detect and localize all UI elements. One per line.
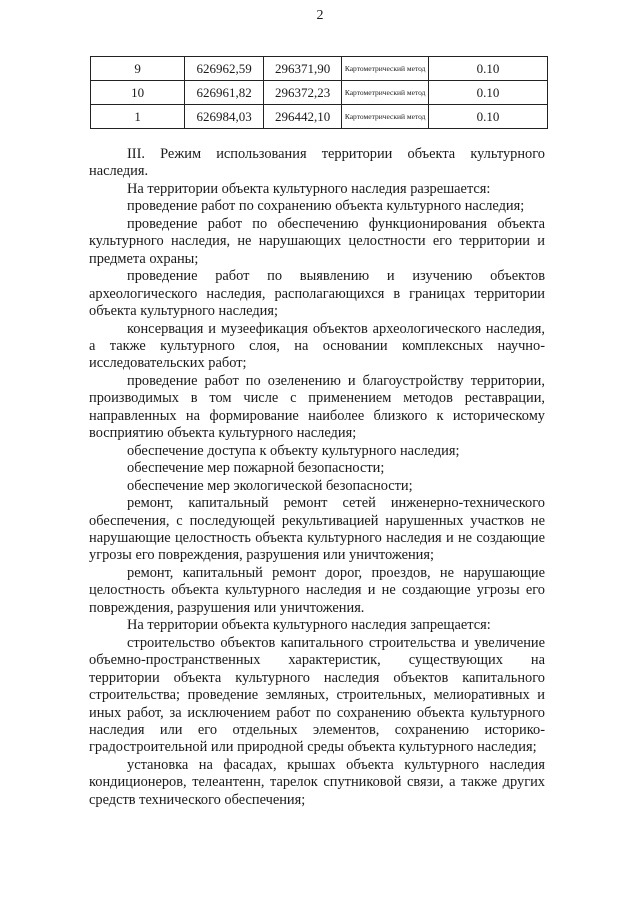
page-number: 2 xyxy=(316,8,324,23)
paragraph: обеспечение доступа к объекту культурного наследия; xyxy=(127,442,460,459)
y-coordinate-cell: 296372,23 xyxy=(263,81,342,105)
table-row xyxy=(91,105,548,129)
table-row xyxy=(91,57,548,81)
paragraph: На территории объекта культурного наследия разрешается: xyxy=(127,180,491,197)
error-cell: 0.10 xyxy=(428,105,547,129)
paragraph: консервация и музеефикация объектов археологического наследия, а также культурного слоя, на основании комплексных научно-исследовательских работ; xyxy=(89,320,545,372)
table-row xyxy=(91,81,548,105)
y-coordinate-cell: 296371,90 xyxy=(263,57,342,81)
paragraph: ремонт, капитальный ремонт сетей инженерно-технического обеспечения, с последующей рекультивацией нарушенных участков не нарушающие целостность объекта культурного наследия и не создающие угрозы его повреждения, разрушения или уничтожения; xyxy=(89,495,545,564)
paragraph: проведение работ по обеспечению функционирования объекта культурного наследия, не нарушающих целостности его территории и предмета охраны; xyxy=(89,215,545,267)
section-heading: III. Режим использования территории объекта культурного наследия. xyxy=(89,146,545,180)
paragraph: установка на фасадах, крышах объекта культурного наследия кондиционеров, телеантенн, тарелок спутниковой связи, а также других средств технического обеспечения; xyxy=(89,756,545,808)
x-coordinate-cell: 626984,03 xyxy=(185,105,264,129)
document-body xyxy=(89,146,545,809)
paragraph: обеспечение мер пожарной безопасности; xyxy=(127,460,385,477)
y-coordinate-cell: 296442,10 xyxy=(263,105,342,129)
coordinates-table xyxy=(90,56,548,129)
paragraph: проведение работ по озеленению и благоустройству территории, производимых в том числе с применением методов реставрации, направленных на формирование наиболее близкого к историческому восприятию объекта культурного наследия; xyxy=(89,372,545,442)
x-coordinate-cell: 626961,82 xyxy=(185,81,264,105)
x-coordinate-cell: 626962,59 xyxy=(185,57,264,81)
method-cell: Картометрический метод xyxy=(342,105,428,129)
point-number-cell: 9 xyxy=(91,57,185,81)
point-number-cell: 10 xyxy=(91,81,185,105)
paragraph: проведение работ по сохранению объекта культурного наследия; xyxy=(127,198,525,215)
error-cell: 0.10 xyxy=(428,81,547,105)
paragraph: строительство объектов капитального строительства и увеличение объемно-пространственных характеристик, существующих на территории объекта культурного наследия объектов капитального строительства; проведение земляных, строительных, мелиоративных и иных работ, за исключением работ по сохранению объекта культурного наследия или его отдельных элементов, сохранению историко-градостроительной или природной среды объекта культурного наследия; xyxy=(89,634,545,756)
paragraph: ремонт, капитальный ремонт дорог, проездов, не нарушающие целостность объекта культурного наследия и не создающие угрозы его повреждения, разрушения или уничтожения. xyxy=(89,564,545,616)
point-number-cell: 1 xyxy=(91,105,185,129)
error-cell: 0.10 xyxy=(428,57,547,81)
method-cell: Картометрический метод xyxy=(342,81,428,105)
paragraph: обеспечение мер экологической безопасности; xyxy=(127,477,413,494)
paragraph: На территории объекта культурного наследия запрещается: xyxy=(127,617,491,634)
method-cell: Картометрический метод xyxy=(342,57,428,81)
paragraph: проведение работ по выявлению и изучению объектов археологического наследия, располагающихся в границах территории объекта культурного наследия; xyxy=(89,268,545,320)
